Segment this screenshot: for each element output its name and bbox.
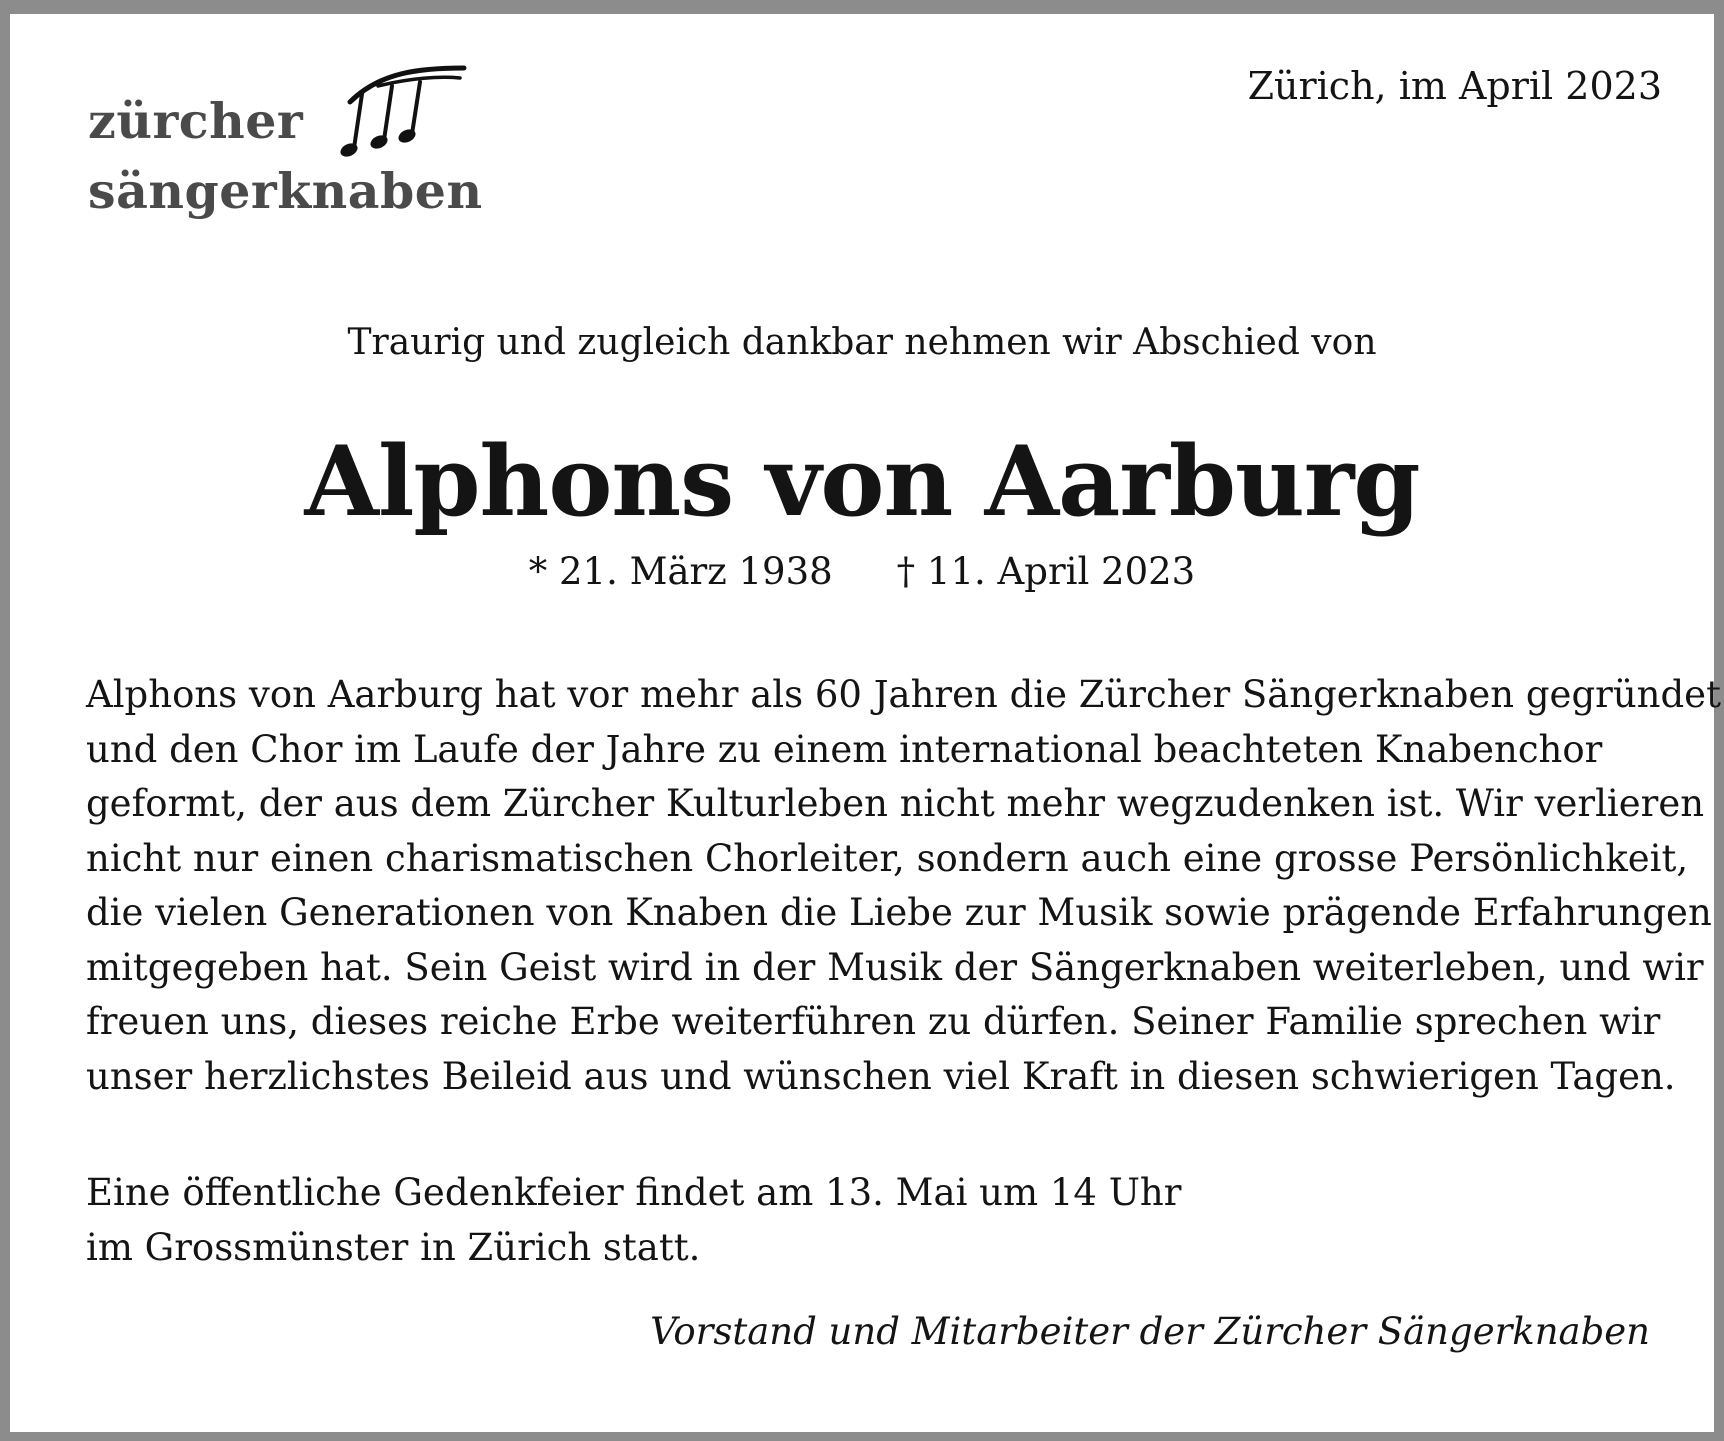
tribute-line: freuen uns, dieses reiche Erbe weiterführen zu dürfen. Seiner Familie sprechen wir <box>86 1000 1661 1043</box>
tribute-line: Alphons von Aarburg hat vor mehr als 60 Jahren die Zürcher Sängerknaben gegründet <box>86 673 1721 716</box>
tribute-line: geformt, der aus dem Zürcher Kulturleben nicht mehr wegzudenken ist. Wir verlieren <box>86 782 1705 825</box>
obituary-notice <box>10 14 1721 1432</box>
memorial-service-info <box>86 1166 1486 1275</box>
tribute-line: unser herzlichstes Beileid aus und wünschen viel Kraft in diesen schwierigen Tagen. <box>86 1054 1676 1098</box>
tribute-line: die vielen Generationen von Knaben die Liebe zur Musik sowie prägende Erfahrungen <box>86 891 1712 934</box>
signature: Vorstand und Mitarbeiter der Zürcher Sängerknaben <box>650 1310 1650 1353</box>
tribute-paragraph <box>86 668 1721 1104</box>
deceased-name: Alphons von Aarburg <box>304 425 1420 538</box>
tribute-line: nicht nur einen charismatischen Chorleiter, sondern auch eine grosse Persönlichkeit, <box>86 836 1689 880</box>
logo-line-1: zürcher <box>88 92 304 150</box>
choir-logo <box>88 86 498 246</box>
logo-line-2: sängerknaben <box>88 162 483 220</box>
birth-date: * 21. März 1938 <box>528 550 833 593</box>
music-notes-icon <box>340 62 468 162</box>
tribute-line: mitgegeben hat. Sein Geist wird in der Musik der Sängerknaben weiterleben, und wir <box>86 945 1704 989</box>
dateline: Zürich, im April 2023 <box>1247 64 1662 108</box>
tribute-line: und den Chor im Laufe der Jahre zu einem international beachteten Knabenchor <box>86 727 1603 771</box>
intro-line: Traurig und zugleich dankbar nehmen wir Abschied von <box>347 322 1377 363</box>
life-dates <box>10 550 1714 593</box>
death-date: † 11. April 2023 <box>896 550 1196 593</box>
memorial-line: im Grossmünster in Zürich statt. <box>86 1225 701 1269</box>
memorial-line: Eine öffentliche Gedenkfeier findet am 13. Mai um 14 Uhr <box>86 1171 1182 1214</box>
